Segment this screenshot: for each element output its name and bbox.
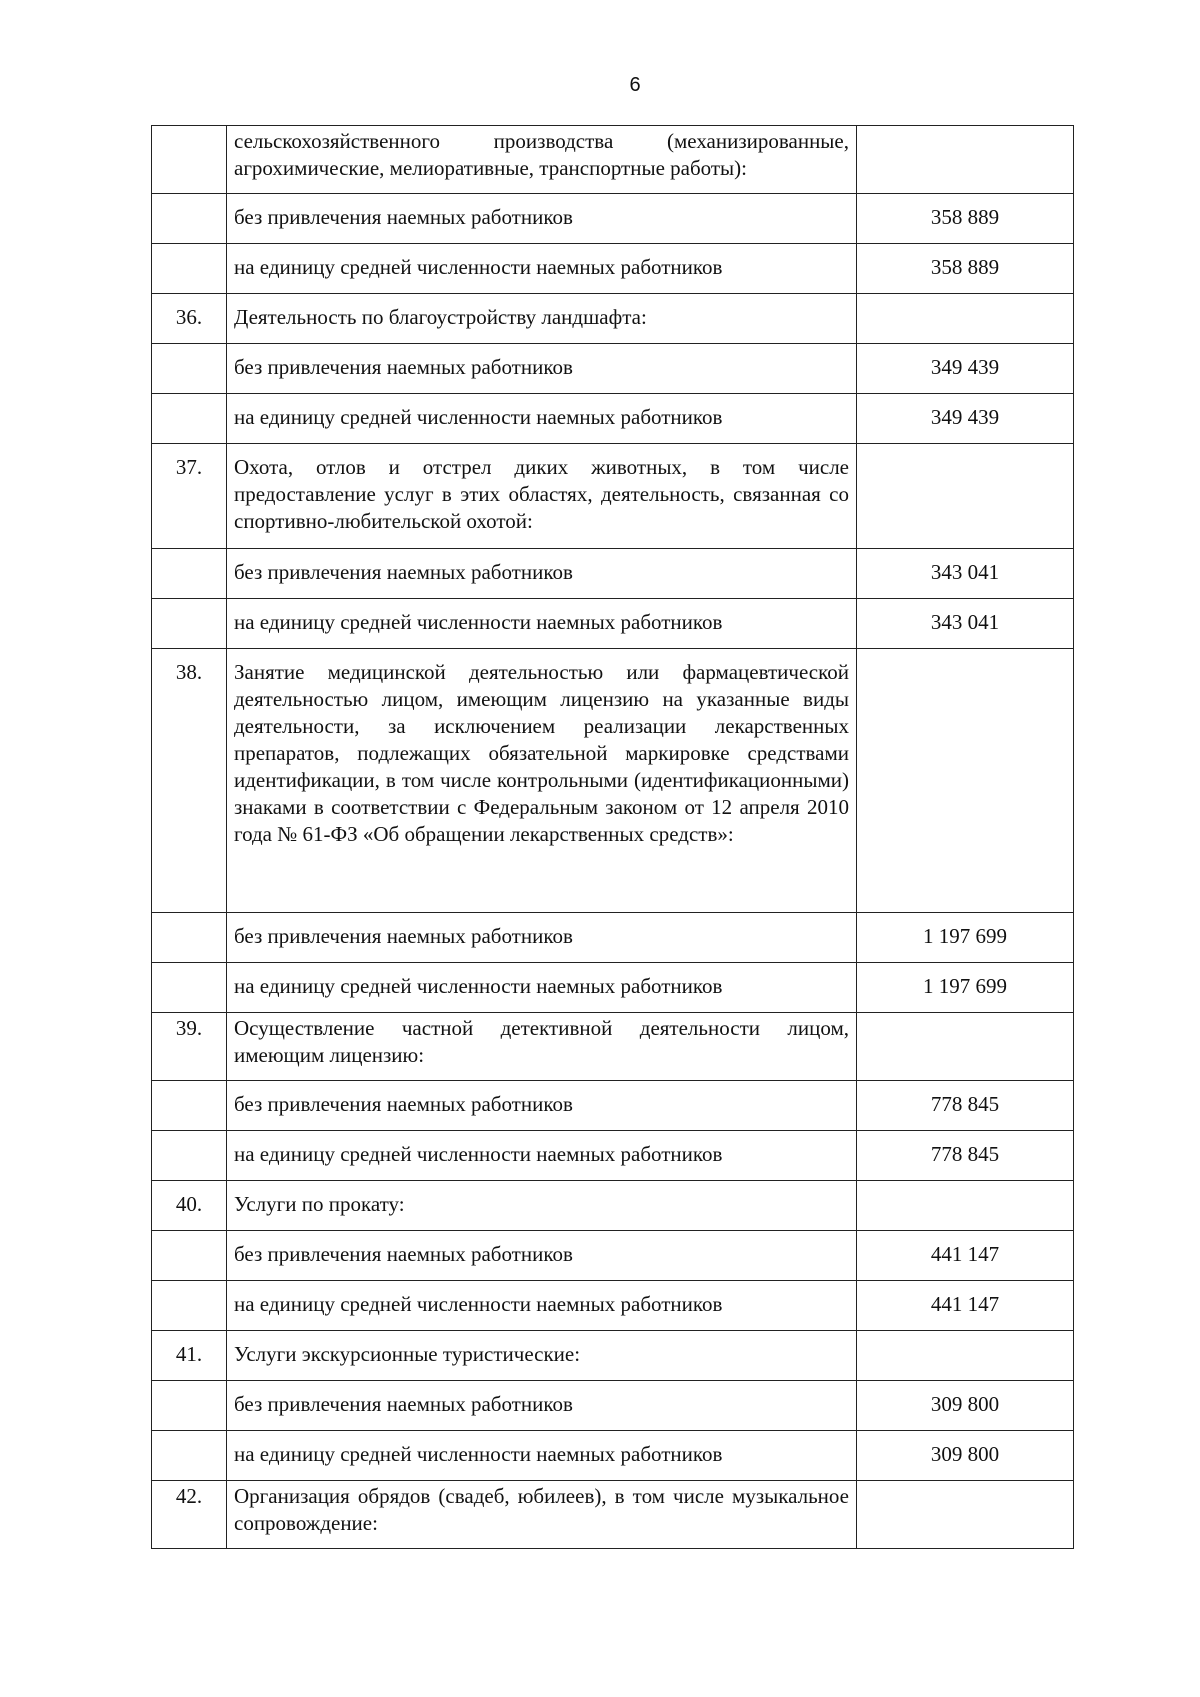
row-value: 309 800 [857, 1381, 1074, 1431]
row-value: 349 439 [857, 344, 1074, 394]
row-description: без привлечения наемных работников [227, 549, 857, 599]
row-number [152, 344, 227, 394]
row-value [857, 1181, 1074, 1231]
table-row [152, 649, 1074, 913]
row-description: без привлечения наемных работников [227, 1381, 857, 1431]
row-value [857, 1481, 1074, 1549]
table-row [152, 1331, 1074, 1381]
row-value: 358 889 [857, 194, 1074, 244]
row-value [857, 1013, 1074, 1081]
row-description: на единицу средней численности наемных работников [227, 1131, 857, 1181]
table-row [152, 244, 1074, 294]
table-row [152, 1081, 1074, 1131]
row-number [152, 1081, 227, 1131]
row-description: без привлечения наемных работников [227, 344, 857, 394]
row-value: 441 147 [857, 1281, 1074, 1331]
row-value: 1 197 699 [857, 913, 1074, 963]
row-value: 778 845 [857, 1131, 1074, 1181]
row-number [152, 244, 227, 294]
row-number [152, 599, 227, 649]
row-description: Организация обрядов (свадеб, юбилеев), в том числе музыкальное сопровождение: [227, 1481, 857, 1549]
table-row [152, 126, 1074, 194]
table-row [152, 913, 1074, 963]
row-description: на единицу средней численности наемных работников [227, 244, 857, 294]
row-number: 36. [152, 294, 227, 344]
row-description: на единицу средней численности наемных работников [227, 1431, 857, 1481]
row-value: 1 197 699 [857, 963, 1074, 1013]
row-value: 349 439 [857, 394, 1074, 444]
row-number: 41. [152, 1331, 227, 1381]
row-description: Охота, отлов и отстрел диких животных, в том числе предоставление услуг в этих областях, деятельность, связанная со спортивно-любительской охотой: [227, 444, 857, 549]
row-value [857, 126, 1074, 194]
row-number [152, 1131, 227, 1181]
row-number: 42. [152, 1481, 227, 1549]
row-value: 358 889 [857, 244, 1074, 294]
table-row [152, 1131, 1074, 1181]
row-number [152, 1431, 227, 1481]
row-value: 778 845 [857, 1081, 1074, 1131]
row-number [152, 1281, 227, 1331]
row-number: 40. [152, 1181, 227, 1231]
table-row [152, 1013, 1074, 1081]
table-row [152, 1481, 1074, 1549]
table-row [152, 294, 1074, 344]
table-row [152, 963, 1074, 1013]
row-description: сельскохозяйственного производства (механизированные, агрохимические, мелиоративные, транспортные работы): [227, 126, 857, 194]
row-number: 39. [152, 1013, 227, 1081]
row-description: Услуги экскурсионные туристические: [227, 1331, 857, 1381]
row-number [152, 913, 227, 963]
row-description: на единицу средней численности наемных работников [227, 394, 857, 444]
table-row [152, 194, 1074, 244]
table-row [152, 549, 1074, 599]
row-description: на единицу средней численности наемных работников [227, 963, 857, 1013]
row-number [152, 126, 227, 194]
table-row [152, 599, 1074, 649]
row-description: Деятельность по благоустройству ландшафта: [227, 294, 857, 344]
row-value: 441 147 [857, 1231, 1074, 1281]
table-row [152, 1381, 1074, 1431]
row-value [857, 1331, 1074, 1381]
row-number [152, 1231, 227, 1281]
row-value: 309 800 [857, 1431, 1074, 1481]
row-number [152, 549, 227, 599]
row-description: на единицу средней численности наемных работников [227, 1281, 857, 1331]
row-description: без привлечения наемных работников [227, 913, 857, 963]
row-number [152, 963, 227, 1013]
row-description: без привлечения наемных работников [227, 1081, 857, 1131]
page-number: 6 [629, 74, 641, 96]
row-description: Услуги по прокату: [227, 1181, 857, 1231]
row-value: 343 041 [857, 599, 1074, 649]
tax-rate-table [151, 125, 1074, 1549]
table-row [152, 444, 1074, 549]
row-description: на единицу средней численности наемных работников [227, 599, 857, 649]
row-description: Занятие медицинской деятельностью или фармацевтической деятельностью лицом, имеющим лицензию на указанные виды деятельности, за исключением реализации лекарственных препаратов, подлежащих обязательной маркировке средствами идентификации, в том числе контрольными (идентификационными) знаками в соответствии с Федеральным законом от 12 апреля 2010 года № 61-ФЗ «Об обращении лекарственных средств»: [227, 649, 857, 913]
table-row [152, 1431, 1074, 1481]
row-number: 37. [152, 444, 227, 549]
row-number [152, 194, 227, 244]
row-description: без привлечения наемных работников [227, 1231, 857, 1281]
row-description: без привлечения наемных работников [227, 194, 857, 244]
row-value [857, 294, 1074, 344]
row-number: 38. [152, 649, 227, 913]
row-number [152, 394, 227, 444]
table-row [152, 1231, 1074, 1281]
row-value [857, 649, 1074, 913]
table-row [152, 344, 1074, 394]
row-description: Осуществление частной детективной деятельности лицом, имеющим лицензию: [227, 1013, 857, 1081]
row-number [152, 1381, 227, 1431]
row-value [857, 444, 1074, 549]
table-row [152, 1181, 1074, 1231]
row-value: 343 041 [857, 549, 1074, 599]
table-row [152, 1281, 1074, 1331]
table-row [152, 394, 1074, 444]
